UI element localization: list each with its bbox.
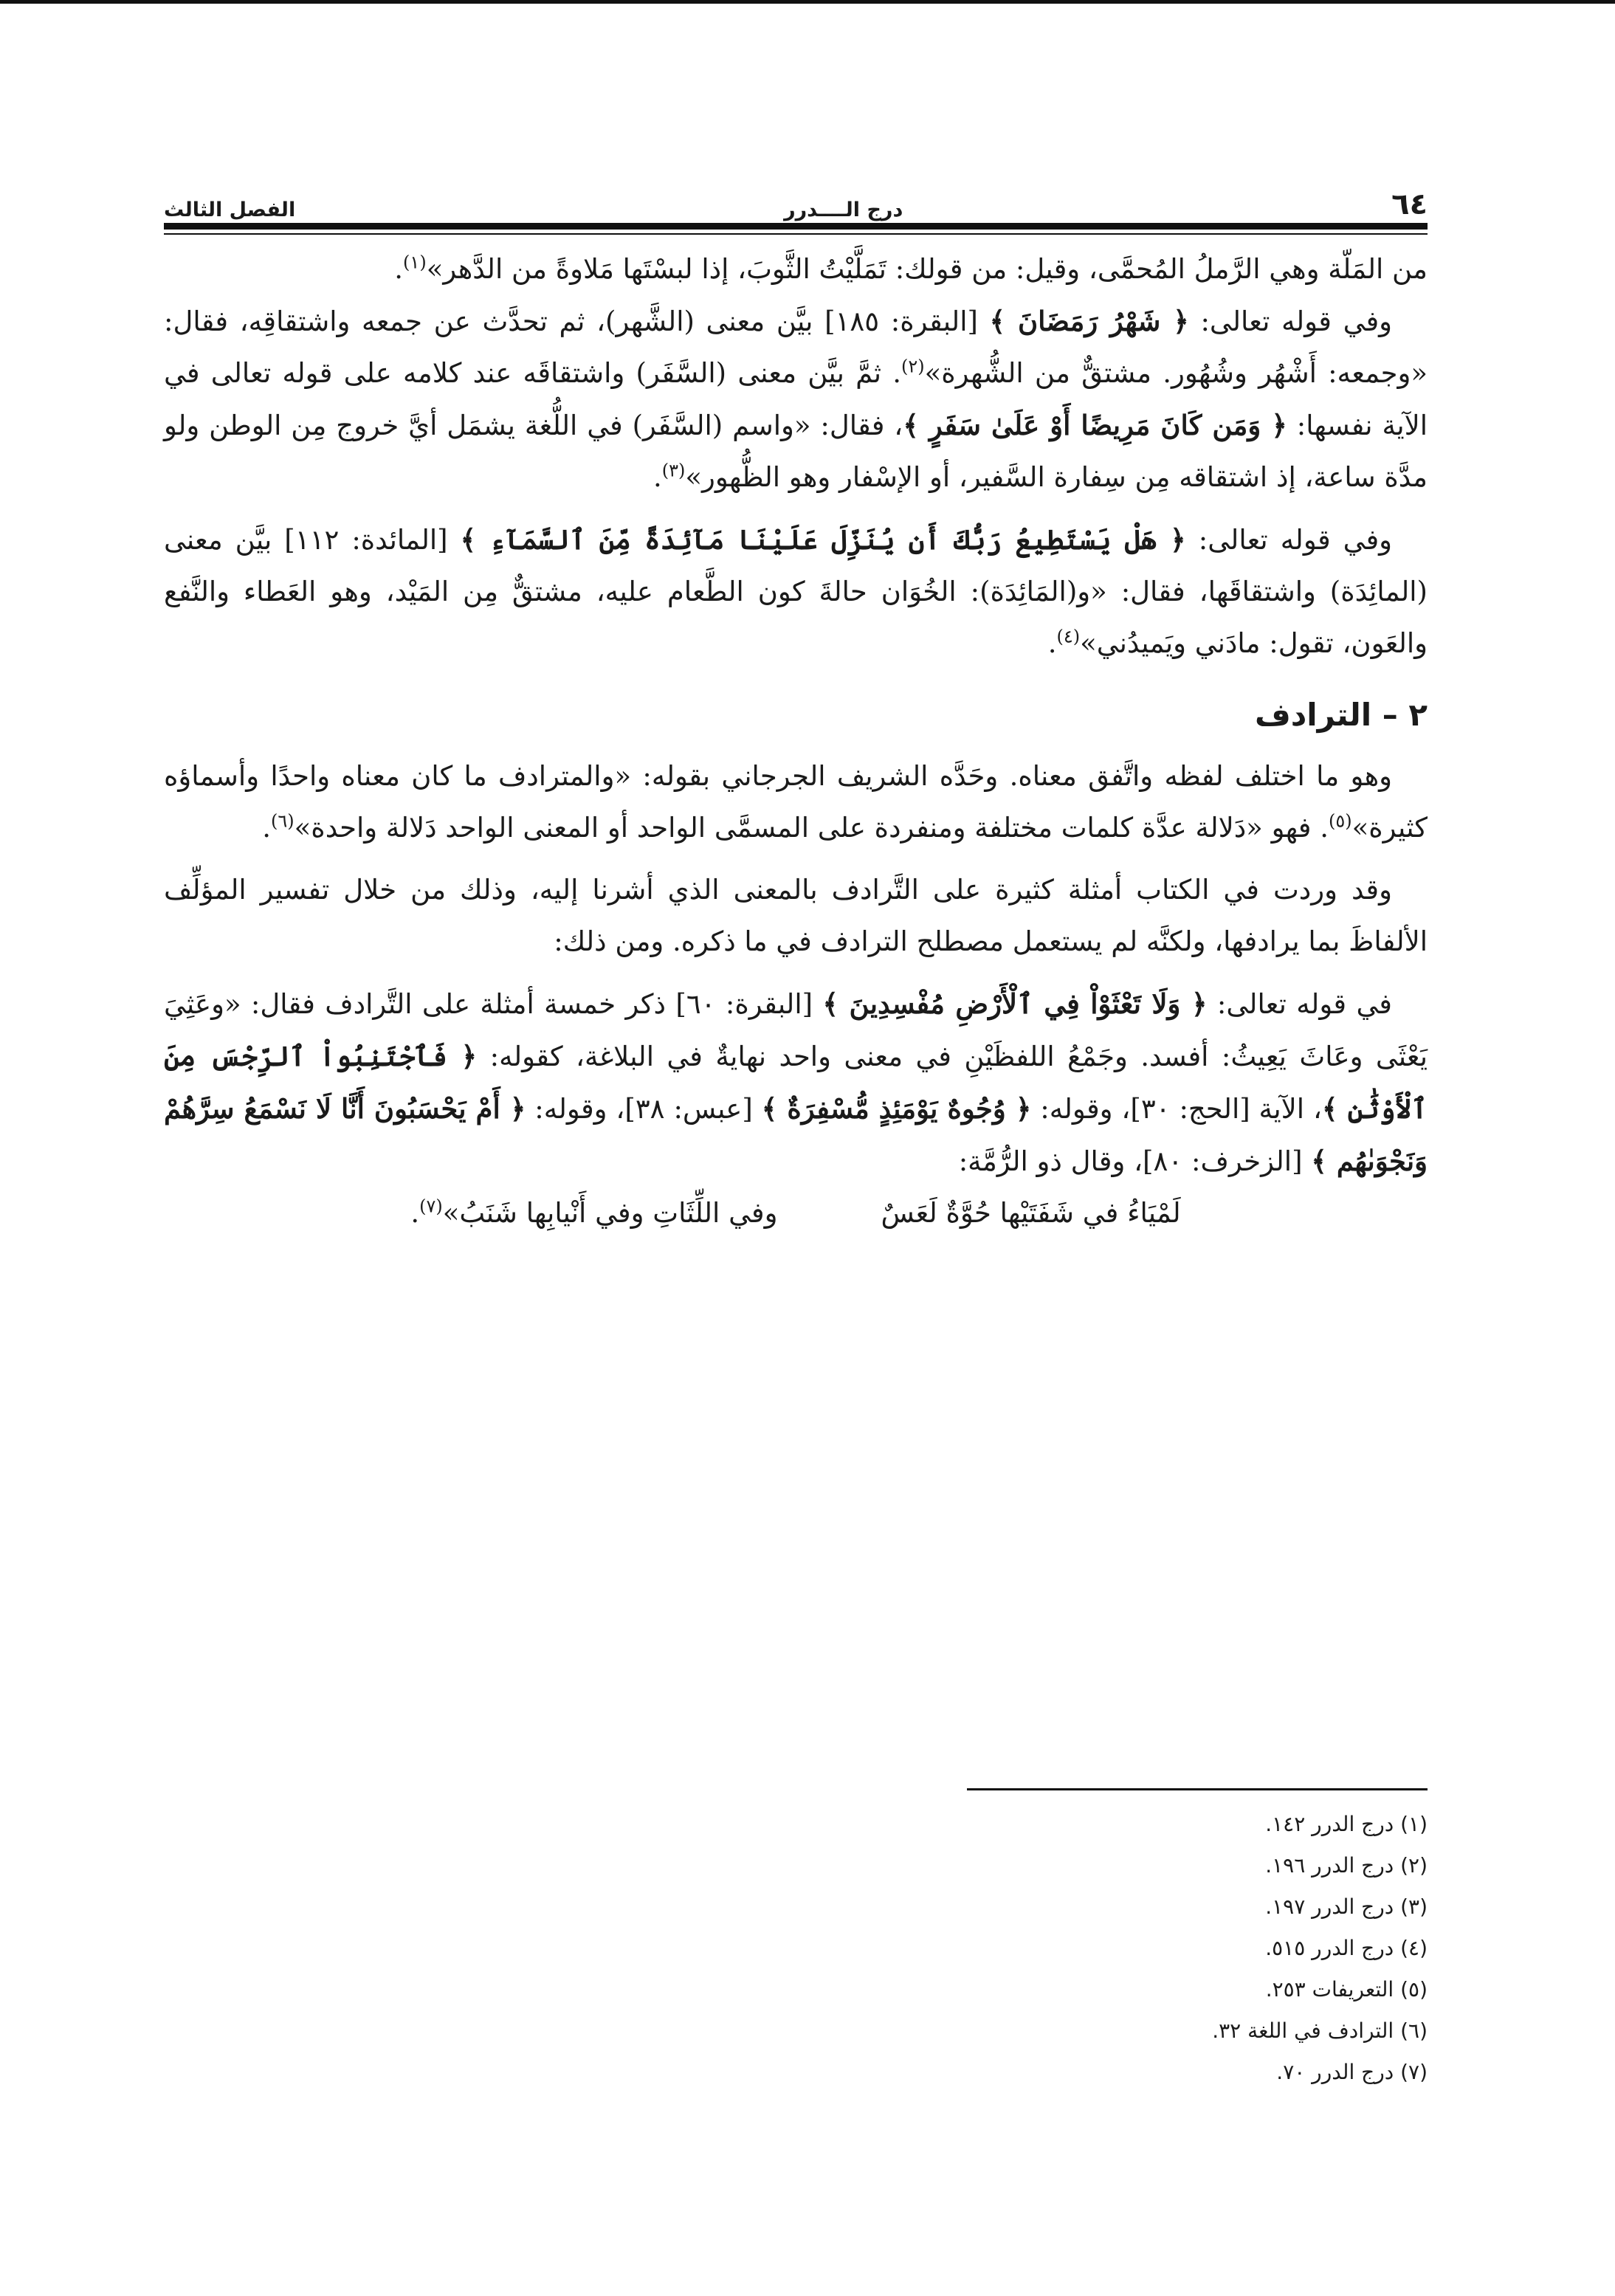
page-body [164,244,1428,1239]
paragraph-text: في قوله تعالى: [1207,988,1392,1020]
footnote-ref: (١) [403,252,427,273]
quran-quote: ﴿ شَهْرُ رَمَضَانَ ﴾ [989,305,1189,337]
paragraph-4: وهو ما اختلف لفظه واتَّفق معناه. وحَدَّه الشريف الجرجاني بقوله: «والمترادف ما كان معناه واحدًا وأسماؤه كثيرة»$^{(٥)}$. فهو «دَلالة عدَّة كلمات مختلفة ومنفردة على المسمَّى الواحد أو المعنى الواحد دَلالة واحدة»$^{(٦)}$. [164,760,1428,844]
paragraph-text: وفي قوله تعالى: [1188,306,1392,337]
footnotes [930,1804,1428,2093]
footnote-ref: (٢) [901,356,925,377]
verse-hemistich-left: وفي اللِّثَاتِ وفي أَنْيابِها شَنَبُ»$^{(٧)}$. [410,1196,778,1229]
footnote-ref: (٦) [271,810,295,832]
footnote-item: (١) درج الدرر ١٤٢. [1265,1812,1428,1836]
paragraph-text: [المائدة: ١١٢] بيَّن معنى (المائِدَة) واشتقاقَها، فقال: «و(المَائِدَة): الخُوَان حالةَ كون الطَّعام عليه، مشتقٌّ مِن المَيْد، وهو العَطاء والنَّفع والعَون، تقول: مادَني ويَميدُني» [164,524,1428,659]
paragraph-text: ، الآية [الحج: ٣٠]، وقوله: [1031,1093,1322,1125]
paragraph-text: [البقرة: ١٨٥] بيَّن معنى (الشَّهر)، ثم تحدَّث عن جمعه واشتقاقِه، فقال: «وجمعه: أَشْهُر وشُهُور. مشتقٌّ من الشُّهرة» [164,306,1428,389]
quran-quote: ﴿ وَلَا تَعْثَوْاْ فِي ٱلْأَرْضِ مُفْسِدِينَ ﴾ [822,987,1208,1020]
paragraph-3: وفي قوله تعالى: ﴿ هَلْ يَسْتَطِيعُ رَبُّكَ أَن يُنَزِّلَ عَلَيْنَا مَآئِدَةً مِّنَ ٱلسَّمَآءِ ﴾ [المائدة: ١١٢] بيَّن معنى (المائِدَة) واشتقاقَها، فقال: «و(المَائِدَة): الخُوَان حالةَ كون الطَّعام عليه، مشتقٌّ مِن المَيْد، وهو العَطاء والنَّفع والعَون، تقول: مادَني ويَميدُني»$^{(٤)}$. [164,523,1428,659]
footnote-item: (٢) درج الدرر ١٩٦. [1265,1853,1428,1878]
paragraph-text: ، فقال: «واسم (السَّفَر) في اللُّغة يشمَل أيَّ خروج مِن الوطن ولو مدَّة ساعة، إذ اشتقاقه مِن سِفارة السَّفير، أو الإسْفار وهو الظُّهور» [164,410,1428,493]
paragraph-text: . ثمَّ بيَّن معنى (السَّفَر) واشتقاقَه عند كلامه على قوله تعالى في الآية نفسها: [164,357,1428,441]
paragraph-text: وهو ما اختلف لفظه واتَّفق معناه. وحَدَّه الشريف الجرجاني بقوله: «والمترادف ما كان معناه واحدًا وأسماؤه كثيرة» [164,760,1428,844]
footnote-item: (٧) درج الدرر ٧٠. [1276,2060,1428,2084]
footnote-item: (٣) درج الدرر ١٩٧. [1265,1895,1428,1919]
quran-quote: ﴿ أَمْ يَحْسَبُونَ أَنَّا لَا نَسْمَعُ سِرَّهُمْ وَنَجْوَىٰهُم ﴾ [164,1092,1428,1177]
quran-quote: ﴿ هَلْ يَسْتَطِيعُ رَبُّكَ أَن يُنَزِّلَ عَلَيْنَا مَآئِدَةً مِّنَ ٱلسَّمَآءِ ﴾ [460,523,1186,556]
paragraph-text: [عبس: ٣٨]، وقوله: [526,1093,762,1125]
footnote-ref: (٣) [661,460,686,481]
paragraph-1: من المَلّة وهي الرَّملُ المُحمَّى، وقيل: من قولك: تَمَلَّيْتُ الثَّوبَ، إذا لبسْتَها مَلاوةً من الدَّهر»$^{(١)}$. [394,252,1428,285]
header-rule-thick [164,223,1428,230]
footnote-ref: (٤) [1056,626,1081,647]
paragraph-text: . فهو «دَلالة عدَّة كلمات مختلفة ومنفردة على المسمَّى الواحد أو المعنى الواحد دَلالة واحدة» [294,812,1329,844]
page-number: ٦٤ [1391,187,1428,221]
verse-text: وفي اللِّثَاتِ وفي أَنْيابِها شَنَبُ» [442,1197,778,1229]
paragraph-5: وقد وردت في الكتاب أمثلة كثيرة على التَّرادف بالمعنى الذي أشرنا إليه، وذلك من خلال تفسير المؤلِّف الألفاظَ بما يرادفها، ولكنَّه لم يستعمل مصطلح الترادف في ما ذكره. ومن ذلك: [164,874,1428,957]
paragraph-2: وفي قوله تعالى: ﴿ شَهْرُ رَمَضَانَ ﴾ [البقرة: ١٨٥] بيَّن معنى (الشَّهر)، ثم تحدَّث عن جمعه واشتقاقِه، فقال: «وجمعه: أَشْهُر وشُهُور. مشتقٌّ من الشُّهرة»$^{(٢)}$. ثمَّ بيَّن معنى (السَّفَر) واشتقاقَه عند كلامه على قوله تعالى في الآية نفسها: ﴿ وَمَن كَانَ مَرِيضًا أَوْ عَلَىٰ سَفَرٍ ﴾، فقال: «واسم (السَّفَر) في اللُّغة يشمَل أيَّ خروج مِن الوطن ولو مدَّة ساعة، إذ اشتقاقه مِن سِفارة السَّفير، أو الإسْفار وهو الظُّهور»$^{(٣)}$. [164,305,1428,493]
paragraph-6 [164,978,1428,1187]
paragraph-text: [البقرة: ٦٠] ذكر خمسة أمثلة على التَّرادف فقال: «وعَثِيَ يَعْثَى وعَاثَ يَعِيثُ: أفسد. وجَمْعُ اللفظَيْنِ في معنى واحد نهايةٌ في البلاغة، كقوله: [164,988,1428,1072]
footnote-separator [967,1788,1428,1790]
top-edge-rule [0,0,1615,11]
quran-quote: ﴿ وَمَن كَانَ مَرِيضًا أَوْ عَلَىٰ سَفَرٍ ﴾ [903,409,1287,441]
quran-quote: ﴿ وُجُوهٌ يَوْمَئِذٍ مُّسْفِرَةٌ ﴾ [761,1092,1032,1125]
paragraph-text: وفي قوله تعالى: [1185,524,1393,556]
footnote-ref: (٥) [1328,810,1352,832]
section-heading: ٢ – الترادف [1254,697,1428,733]
chapter-title: الفصل الثالث [164,199,296,221]
paragraph-text: من المَلّة وهي الرَّملُ المُحمَّى، وقيل: من قولك: تَمَلَّيْتُ الثَّوبَ، إذا لبسْتَها مَلاوةً من الدَّهر» [426,253,1428,285]
quran-quote: ﴿ فَٱجْتَنِبُواْ ٱلرِّجْسَ مِنَ ٱلْأَوْثَٰنِ ﴾ [164,1040,1428,1125]
footnote-ref: (٧) [419,1196,443,1217]
paragraph-text: [الزخرف: ٨٠]، وقال ذو الرُّمَّة: [958,1145,1312,1177]
running-title: درج الــــدرر [784,199,903,221]
verse-hemistich-right: لَمْيَاءُ في شَفَتَيْها حُوَّةٌ لَعَسٌ [881,1197,1181,1229]
page-header [164,177,1428,221]
footnote-item: (٦) الترادف في اللغة ٣٢. [1212,2019,1428,2043]
footnote-item: (٥) التعريفات ٢٥٣. [1265,1977,1428,2002]
poetry-verse [164,1187,1428,1239]
header-rule-thin [164,233,1428,235]
footnote-item: (٤) درج الدرر ٥١٥. [1265,1936,1428,1960]
